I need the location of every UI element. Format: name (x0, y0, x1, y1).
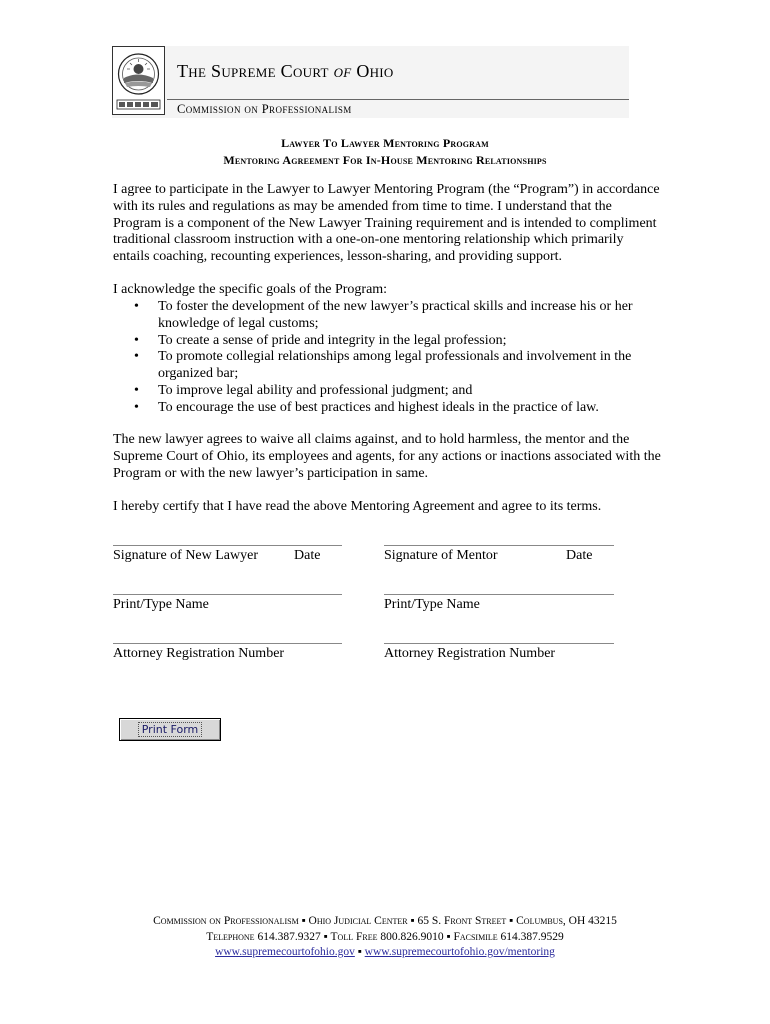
footer-address: Commission on Professionalism ▪ Ohio Judicial Center ▪ 65 S. Front Street ▪ Columbus, OH 43215 (153, 915, 617, 927)
mentor-date-label: Date (566, 548, 593, 563)
website-link[interactable]: www.supremecourtofohio.gov (215, 946, 355, 958)
mentoring-link[interactable]: www.supremecourtofohio.gov/mentoring (364, 946, 555, 958)
new-lawyer-signature-line[interactable] (113, 545, 342, 546)
bullet-icon: • (134, 349, 139, 365)
mentor-registration-label: Attorney Registration Number (384, 646, 556, 661)
bullet-icon: • (134, 399, 139, 415)
mentor-name-line[interactable] (384, 594, 614, 595)
print-form-button-label: Print Form (138, 722, 203, 737)
goal-item: • To promote collegial relationships among legal professionals and involvement in the organized bar; (134, 349, 632, 382)
waiver-line: Supreme Court of Ohio, its employees and agents, for any actions or inactions associated with the (113, 448, 661, 464)
goal-item: • To encourage the use of best practices and highest ideals in the practice of law. (134, 399, 599, 415)
court-seal-logo (112, 46, 165, 115)
new-lawyer-signature-label: Signature of New Lawyer (113, 548, 259, 563)
new-lawyer-date-label: Date (294, 548, 321, 563)
bullet-icon: • (134, 332, 139, 348)
goals-list (113, 299, 661, 417)
new-lawyer-registration-line[interactable] (113, 643, 342, 644)
waiver-line: Program or with the new lawyer’s participation in same. (113, 465, 429, 481)
footer-phones: Telephone 614.387.9327 ▪ Toll Free 800.826.9010 ▪ Facsimile 614.387.9529 (206, 931, 564, 943)
goal-item: • To foster the development of the new lawyer’s practical skills and increase his or her knowledge of legal customs; (134, 299, 633, 331)
bullet-icon: • (134, 299, 139, 314)
court-name: The Supreme Court of Ohio (177, 61, 394, 81)
bullet-icon: • (134, 382, 139, 398)
commission-name: Commission on Professionalism (177, 102, 352, 116)
goal-item: • To create a sense of pride and integrity in the legal profession; (134, 332, 507, 348)
program-heading: Lawyer To Lawyer Mentoring Program (281, 136, 489, 150)
mentor-print-name-label: Print/Type Name (384, 597, 480, 612)
mentor-signature-line[interactable] (384, 545, 614, 546)
print-form-button[interactable] (119, 718, 221, 741)
intro-line: I agree to participate in the Lawyer to Lawyer Mentoring Program (the “Program”) in accordance (113, 182, 660, 197)
letterhead-divider (167, 99, 629, 100)
goals-intro: I acknowledge the specific goals of the Program: (113, 282, 388, 297)
intro-line: with its rules and regulations as may be amended from time to time. I understand that the (113, 198, 612, 214)
intro-line: traditional classroom instruction with a one-on-one mentoring relationship which primarily (113, 232, 624, 248)
certify-statement: I hereby certify that I have read the above Mentoring Agreement and agree to its terms. (113, 499, 602, 514)
intro-line: entails coaching, recounting experiences, lesson-sharing, and providing support. (113, 249, 563, 265)
new-lawyer-registration-label: Attorney Registration Number (113, 646, 285, 661)
waiver-paragraph (113, 432, 661, 482)
intro-line: Program is a component of the New Lawyer Training requirement and is intended to compliment (113, 215, 657, 231)
goal-item: • To improve legal ability and professional judgment; and (134, 382, 473, 398)
intro-paragraph (113, 182, 661, 266)
footer-links: www.supremecourtofohio.gov ▪ www.supremecourtofohio.gov/mentoring (215, 946, 555, 958)
new-lawyer-print-name-label: Print/Type Name (113, 597, 209, 612)
mentor-registration-line[interactable] (384, 643, 614, 644)
new-lawyer-name-line[interactable] (113, 594, 342, 595)
waiver-line: The new lawyer agrees to waive all claims against, and to hold harmless, the mentor and the (113, 432, 630, 447)
mentor-signature-label: Signature of Mentor (384, 548, 498, 563)
agreement-heading: Mentoring Agreement For In-House Mentoring Relationships (223, 153, 547, 167)
